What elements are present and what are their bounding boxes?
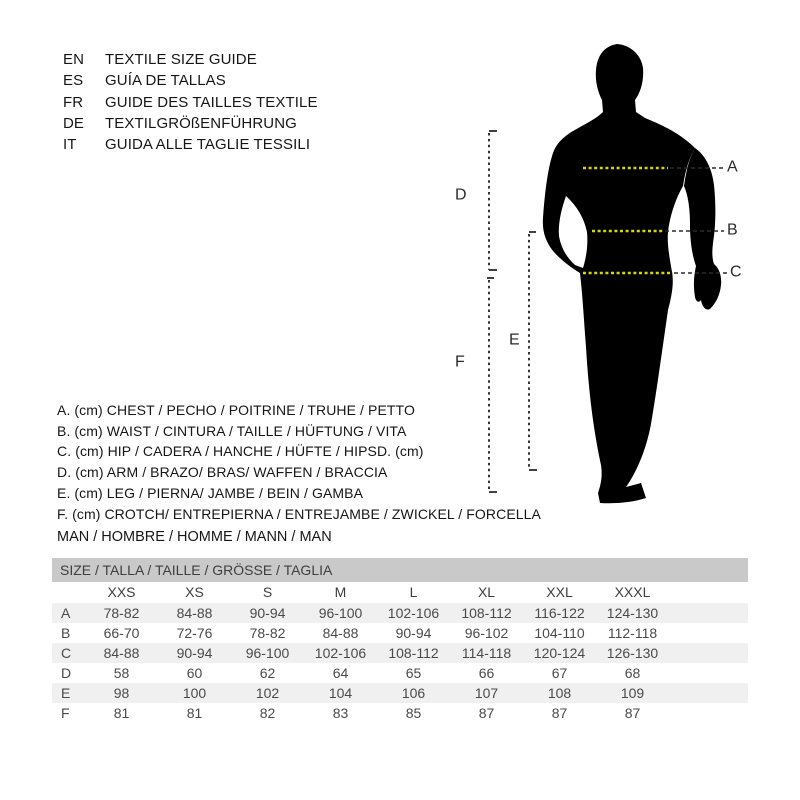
cell: 62 <box>259 665 276 681</box>
measurement-arm: D. (cm) ARM / BRAZO/ BRAS/ WAFFEN / BRACCIA <box>57 464 388 481</box>
category-man: MAN / HOMBRE / HOMME / MANN / MAN <box>57 529 332 545</box>
cell: 58 <box>113 665 130 681</box>
size-col-xxs: XXS <box>107 584 136 600</box>
size-col-xxxl: XXXL <box>614 584 651 600</box>
language-code: FR <box>63 93 84 111</box>
size-col-xxl: XXL <box>546 584 573 600</box>
language-code: EN <box>63 51 85 68</box>
row-label: C <box>61 645 72 661</box>
cell: 112-118 <box>607 625 658 641</box>
row-label: B <box>61 625 71 641</box>
cell: 87 <box>551 705 568 721</box>
table-row-chest <box>52 603 748 623</box>
measurement-waist: B. (cm) WAIST / CINTURA / TAILLE / HÜFTUNG / VITA <box>57 422 407 439</box>
size-col-xs: XS <box>185 584 204 600</box>
cell: 90-94 <box>249 605 286 621</box>
row-label: A <box>61 605 71 621</box>
cell: 96-100 <box>318 605 363 621</box>
language-code: ES <box>63 72 84 90</box>
language-code: DE <box>63 114 85 132</box>
row-label: F <box>61 705 70 721</box>
size-col-s: S <box>262 584 273 600</box>
language-title: GUIDE DES TAILLES TEXTILE <box>105 93 318 111</box>
cell: 116-122 <box>534 605 585 621</box>
row-label: D <box>61 665 72 681</box>
measurement-leg: E. (cm) LEG / PIERNA/ JAMBE / BEIN / GAMBA <box>57 484 364 501</box>
cell: 124-130 <box>606 605 659 621</box>
cell: 96-100 <box>245 645 290 661</box>
table-row-leg <box>52 683 748 703</box>
cell: 81 <box>186 705 203 721</box>
size-col-m: M <box>334 584 347 600</box>
cell: 81 <box>113 705 130 721</box>
cell: 102 <box>255 685 280 701</box>
language-title: TEXTILE SIZE GUIDE <box>105 51 257 68</box>
man-arm <box>684 148 721 310</box>
cell: 64 <box>332 665 349 681</box>
cell: 104 <box>328 685 353 701</box>
cell: 87 <box>624 705 641 721</box>
cell: 90-94 <box>176 645 213 661</box>
cell: 66 <box>478 665 495 681</box>
cell: 108-112 <box>461 605 512 621</box>
cell: 84-88 <box>103 645 140 661</box>
cell: 114-118 <box>461 645 512 661</box>
cell: 108 <box>547 685 572 701</box>
row-label: E <box>61 685 71 701</box>
language-title: GUÍA DE TALLAS <box>105 72 226 90</box>
size-col-xl: XL <box>477 584 496 600</box>
measurement-hip: C. (cm) HIP / CADERA / HANCHE / HÜFTE / HIPSD. (cm) <box>57 443 424 460</box>
cell: 104-110 <box>534 625 585 641</box>
cell: 83 <box>332 705 349 721</box>
label-chest: A <box>727 158 738 176</box>
cell: 120-124 <box>533 645 586 661</box>
cell: 109 <box>620 685 645 701</box>
cell: 60 <box>186 665 203 681</box>
language-title: GUIDA ALLE TAGLIE TESSILI <box>105 136 311 154</box>
measurement-crotch: F. (cm) CROTCH/ ENTREPIERNA / ENTREJAMBE / ZWICKEL / FORCELLA <box>57 505 541 522</box>
size-table-header: SIZE / TALLA / TAILLE / GRÖSSE / TAGLIA <box>52 558 748 582</box>
cell: 96-102 <box>464 625 509 641</box>
label-crotch: F <box>455 353 465 371</box>
language-title: TEXTILGRÖßENFÜHRUNG <box>105 114 297 132</box>
cell: 108-112 <box>388 645 439 661</box>
cell: 65 <box>405 665 422 681</box>
cell: 66-70 <box>103 625 140 641</box>
label-hip: C <box>730 263 742 281</box>
cell: 78-82 <box>249 625 286 641</box>
measurement-chest: A. (cm) CHEST / PECHO / POITRINE / TRUHE / PETTO <box>57 402 415 418</box>
cell: 85 <box>405 705 422 721</box>
cell: 98 <box>113 685 130 701</box>
label-leg: E <box>509 331 520 349</box>
label-arm: D <box>455 186 467 204</box>
cell: 106 <box>401 685 426 701</box>
language-code: IT <box>63 136 77 154</box>
cell: 82 <box>259 705 276 721</box>
cell: 68 <box>624 665 641 681</box>
cell: 100 <box>182 685 207 701</box>
cell: 90-94 <box>395 625 432 641</box>
cell: 102-106 <box>314 645 367 661</box>
table-row-crotch <box>52 703 748 723</box>
table-row-hip <box>52 643 748 663</box>
cell: 84-88 <box>176 605 213 621</box>
size-col-l: L <box>409 584 418 600</box>
cell: 126-130 <box>606 645 659 661</box>
cell: 102-106 <box>387 605 440 621</box>
table-row-waist <box>52 623 748 643</box>
cell: 87 <box>478 705 495 721</box>
cell: 84-88 <box>322 625 359 641</box>
cell: 107 <box>474 685 499 701</box>
size-header-row <box>52 582 748 603</box>
cell: 67 <box>551 665 568 681</box>
size-table <box>52 558 748 723</box>
table-row-arm <box>52 663 748 683</box>
cell: 72-76 <box>176 625 213 641</box>
label-waist: B <box>727 221 738 239</box>
cell: 78-82 <box>103 605 140 621</box>
measurement-legend <box>57 400 541 524</box>
